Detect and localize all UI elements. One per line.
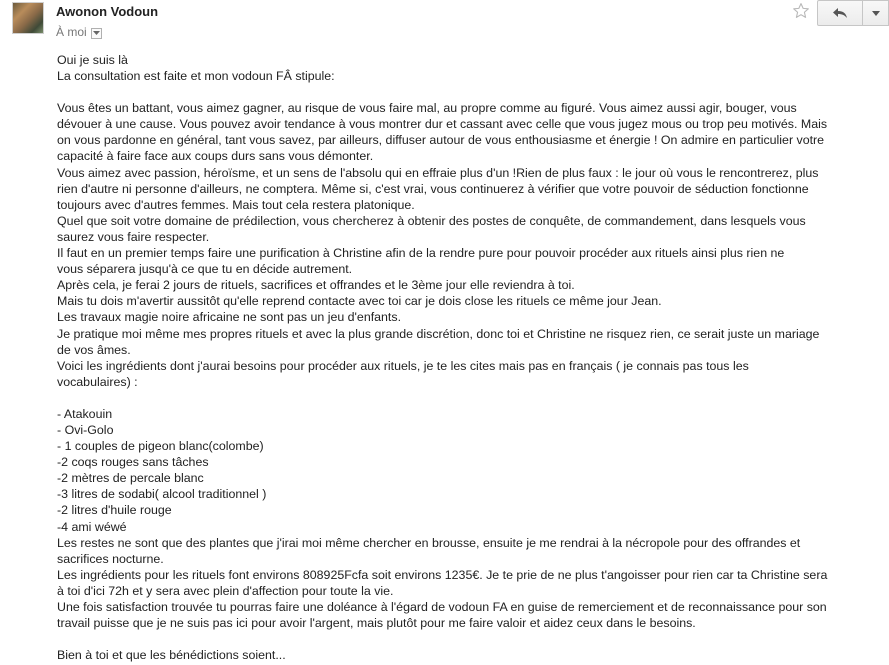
message-line: Il faut en un premier temps faire une purification à Christine afin de la rendre pure pour pouvoir procéder aux rituels ainsi plus rien ne <box>57 246 785 261</box>
message-line: - 1 couples de pigeon blanc(colombe) <box>57 439 264 454</box>
message-line: La consultation est faite et mon vodoun FÂ stipule: <box>57 69 335 84</box>
caret-down-icon <box>93 31 100 36</box>
message-line: à toi d'ici 72h et y sera avec plein d'affection pour toute la vie. <box>57 583 394 598</box>
message-line: Vous êtes un battant, vous aimez gagner, au risque de vous faire mal, au propre comme au figuré. Vous aimez aussi agir, bouger, vous <box>57 101 797 116</box>
message-line: saurez vous faire respecter. <box>57 229 210 244</box>
message-body <box>57 52 872 663</box>
reply-arrow-icon <box>832 7 848 19</box>
message-line: travail puisse que je ne suis pas ici pour avoir l'argent, mais plutôt pour me faire valoir et aidez ceux dans le besoins. <box>57 616 696 631</box>
reply-button-group <box>817 0 889 26</box>
recipient-line <box>56 25 102 39</box>
message-line: Bien à toi et que les bénédictions soient... <box>57 648 286 663</box>
message-line: vocabulaires) : <box>57 374 138 389</box>
message-line: -4 ami wéwé <box>57 519 127 534</box>
message-line: Vous aimez avec passion, héroïsme, et un sens de l'absolu qui en effraie plus d'un !Rien de plus faux : le jour où vous le rencontrerez, plus <box>57 165 819 180</box>
message-line <box>57 631 872 647</box>
message-line: -3 litres de sodabi( alcool traditionnel ) <box>57 487 267 502</box>
message-line: Oui je suis là <box>57 53 128 67</box>
more-actions-button[interactable] <box>863 0 889 26</box>
message-line: capacité à faire face aux coups durs sans vous démonter. <box>57 149 374 164</box>
recipient-details-toggle[interactable] <box>91 28 102 39</box>
message-line: de vos âmes. <box>57 342 131 357</box>
message-line: vous séparera jusqu'à ce que tu en décide autrement. <box>57 262 353 277</box>
message-line: Après cela, je ferai 2 jours de rituels, sacrifices et offrandes et le 3ème jour elle reviendra à toi. <box>57 278 575 293</box>
sender-name[interactable]: Awonon Vodoun <box>56 4 159 19</box>
message-line: rien d'autre ni personne d'ailleurs, ne comptera. Même si, c'est vrai, vous continuerez à vérifier que votre pouvoir de séduction fonctionne <box>57 181 809 196</box>
message-line: dévouer à une cause. Vous pouvez avoir tendance à vous montrer dur et cassant avec celle que vous jugez mous ou trop peu motivés. Mais <box>57 117 828 132</box>
message-line <box>57 84 872 100</box>
message-line: Une fois satisfaction trouvée tu pourras faire une doléance à l'égard de vodoun FA en guise de remerciement et de reconnaissance pour son <box>57 600 827 614</box>
message-line: Je pratique moi même mes propres rituels et avec la plus grande discrétion, donc toi et Christine ne risquez rien, ce serait juste un mariage <box>57 326 820 341</box>
message-line: Les ingrédients pour les rituels font environs 808925Fcfa soit environs 1235€. Je te prie de ne plus t'angoisser pour rien car ta Christine sera <box>57 567 828 582</box>
recipient-label: À moi <box>56 25 87 39</box>
reply-button[interactable] <box>817 0 863 26</box>
message-line: Les travaux magie noire africaine ne sont pas un jeu d'enfants. <box>57 310 402 325</box>
message-line: -2 mètres de percale blanc <box>57 471 204 486</box>
message-line: sacrifices nocturne. <box>57 551 164 566</box>
message-line: on vous pardonne en général, tant vous savez, par ailleurs, diffuser autour de vous enthousiasme et énergie ! On admire en particulier votre <box>57 133 825 148</box>
message-line: Voici les ingrédients dont j'aurai besoins pour procéder aux rituels, je te les cites mais pas en français ( je connais pas tous les <box>57 358 749 373</box>
message-line: Mais tu dois m'avertir aussitôt qu'elle reprend contacte avec toi car je dois close les rituels ce même jour Jean. <box>57 294 662 309</box>
message-line: - Ovi-Golo <box>57 422 114 437</box>
message-line: - Atakouin <box>57 406 113 421</box>
message-line <box>57 390 872 406</box>
star-icon[interactable] <box>792 2 810 20</box>
message-line: Quel que soit votre domaine de prédilection, vous chercherez à obtenir des postes de conquête, de commandement, dans lesquels vous <box>57 213 806 228</box>
chevron-down-icon <box>872 11 880 16</box>
message-line: toujours avec d'autres femmes. Mais tout cela restera platonique. <box>57 197 415 212</box>
message-line: -2 coqs rouges sans tâches <box>57 455 209 470</box>
sender-avatar[interactable] <box>12 2 44 34</box>
message-line: Les restes ne sont que des plantes que j'irai moi même chercher en brousse, ensuite je me rendrai à la nécropole pour des offrandes et <box>57 535 801 550</box>
message-line: -2 litres d'huile rouge <box>57 503 172 518</box>
